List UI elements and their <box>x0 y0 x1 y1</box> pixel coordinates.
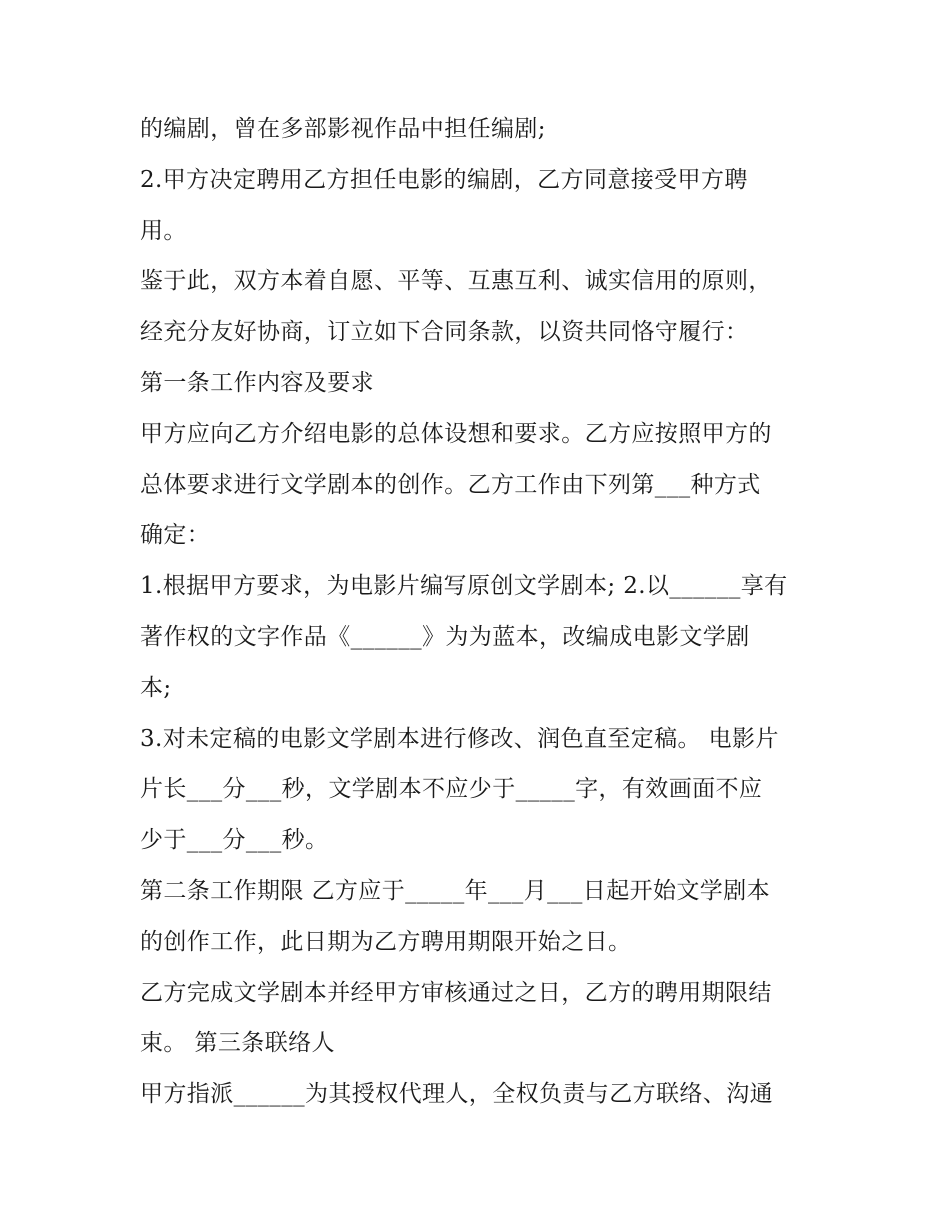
text-line: 确定： <box>140 522 211 549</box>
text-line: 2.甲方决定聘用乙方担任电影的编剧，乙方同意接受甲方聘 <box>140 166 748 193</box>
text-line: 本; <box>140 674 172 701</box>
text-line: 用。 <box>140 217 187 244</box>
text-line: 著作权的文字作品《______》为为蓝本，改编成电影文学剧 <box>140 623 750 650</box>
text-line: 甲方应向乙方介绍电影的总体设想和要求。乙方应按照甲方的 <box>140 420 772 447</box>
text-line: 片长___分___秒，文学剧本不应少于_____字，有效画面不应 <box>140 776 763 803</box>
section-heading: 第一条工作内容及要求 <box>140 369 374 396</box>
text-line: 总体要求进行文学剧本的创作。乙方工作由下列第___种方式 <box>140 471 761 498</box>
text-line: 鉴于此，双方本着自愿、平等、互惠互利、诚实信用的原则， <box>140 268 772 295</box>
text-line: 乙方完成文学剧本并经甲方审核通过之日，乙方的聘用期限结 <box>140 979 772 1006</box>
section-heading: 束。 第三条联络人 <box>140 1030 335 1057</box>
section-heading: 第二条工作期限 乙方应于_____年___月___日起开始文学剧本 <box>140 877 771 904</box>
text-line: 甲方指派______为其授权代理人，全权负责与乙方联络、沟通 <box>140 1081 773 1108</box>
text-line: 3.对未定稿的电影文学剧本进行修改、润色直至定稿。 电影片 <box>140 725 779 752</box>
text-line: 经充分友好协商，订立如下合同条款，以资共同恪守履行： <box>140 319 749 346</box>
text-line: 1.根据甲方要求，为电影片编写原创文学剧本; 2.以______享有 <box>140 573 788 600</box>
text-line: 的创作工作，此日期为乙方聘用期限开始之日。 <box>140 928 632 955</box>
text-line: 少于___分___秒。 <box>140 827 329 854</box>
document-body <box>140 104 830 1120</box>
text-line: 的编剧，曾在多部影视作品中担任编剧; <box>140 116 546 142</box>
